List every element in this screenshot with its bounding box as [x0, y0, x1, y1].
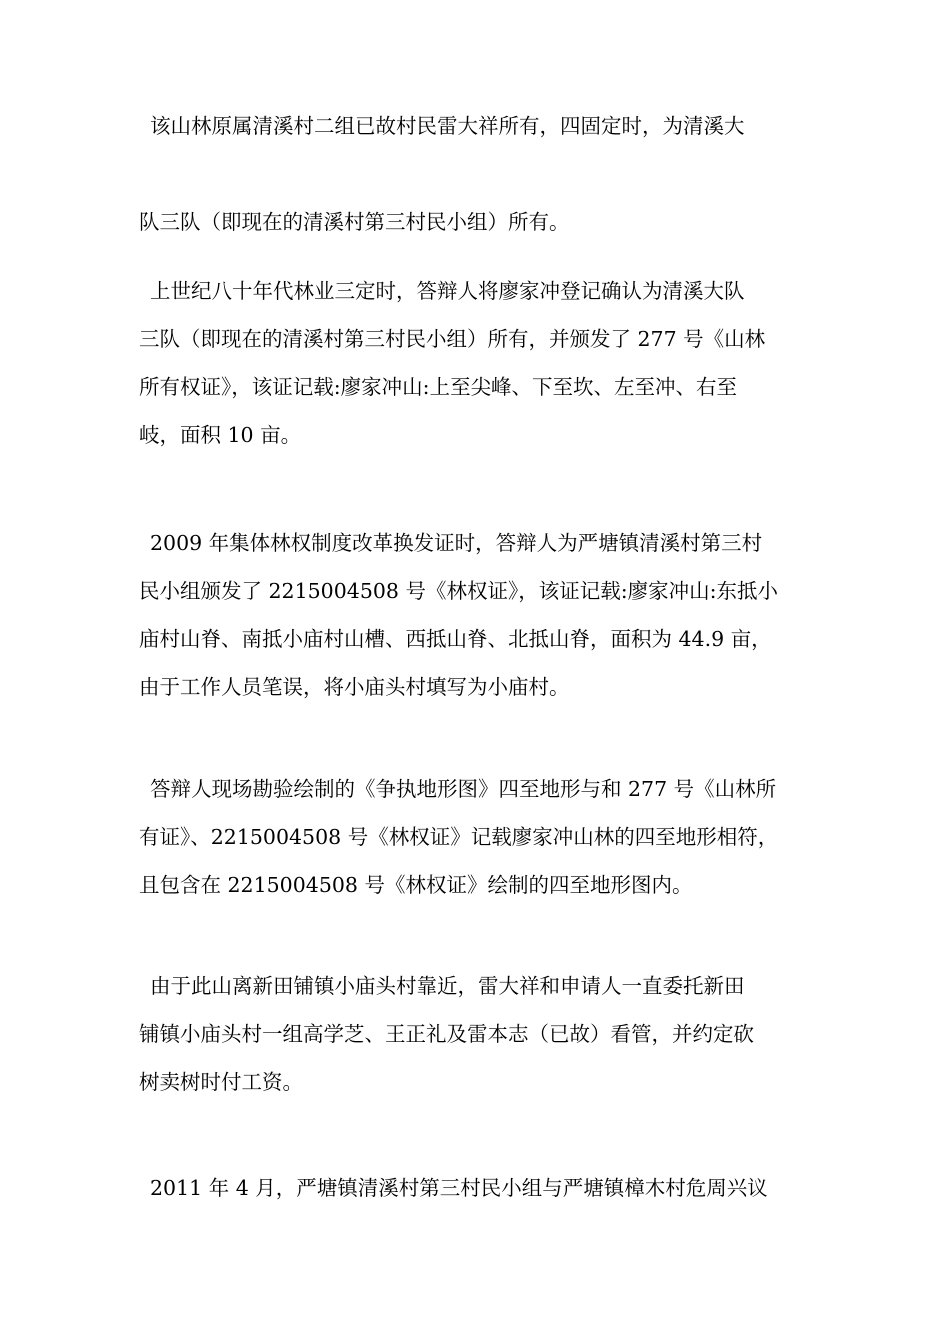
text-line: 上世纪八十年代林业三定时，答辩人将廖家冲登记确认为清溪大队	[150, 279, 745, 303]
text-line: 2011 年 4 月，严塘镇清溪村第三村民小组与严塘镇樟木村危周兴议	[150, 1176, 768, 1200]
paragraph-1	[139, 102, 811, 246]
text-line: 铺镇小庙头村一组高学芝、王正礼及雷本志（已故）看管，并约定砍	[139, 1022, 754, 1046]
text-line: 队三队（即现在的清溪村第三村民小组）所有。	[139, 210, 570, 234]
text-line: 树卖树时付工资。	[139, 1070, 303, 1094]
text-line	[139, 150, 811, 198]
paragraph-4	[139, 765, 811, 909]
text-line: 庙村山脊、南抵小庙村山槽、西抵山脊、北抵山脊，面积为 44.9 亩，	[139, 627, 772, 651]
text-line: 该山林原属清溪村二组已故村民雷大祥所有，四固定时，为清溪大	[150, 114, 745, 138]
text-line: 由于工作人员笔误，将小庙头村填写为小庙村。	[139, 675, 570, 699]
text-line: 有证》、2215004508 号《林权证》记载廖家冲山林的四至地形相符，	[139, 825, 779, 849]
text-line: 由于此山离新田铺镇小庙头村靠近，雷大祥和申请人一直委托新田	[150, 974, 745, 998]
text-line: 岐，面积 10 亩。	[139, 423, 302, 447]
text-line: 且包含在 2215004508 号《林权证》绘制的四至地形图内。	[139, 873, 693, 897]
text-line: 答辩人现场勘验绘制的《争执地形图》四至地形与和 277 号《山林所	[150, 777, 777, 801]
paragraph-3	[139, 519, 811, 711]
paragraph-6	[139, 1164, 811, 1212]
text-line: 三队（即现在的清溪村第三村民小组）所有，并颁发了 277 号《山林	[139, 327, 766, 351]
paragraph-2	[139, 267, 811, 459]
paragraph-5	[139, 962, 811, 1106]
text-line: 2009 年集体林权制度改革换发证时，答辩人为严塘镇清溪村第三村	[150, 531, 763, 555]
text-line: 所有权证》，该证记载:廖家冲山:上至尖峰、下至坎、左至冲、右至	[139, 375, 738, 399]
text-line: 民小组颁发了 2215004508 号《林权证》，该证记载:廖家冲山:东抵小	[139, 579, 779, 603]
